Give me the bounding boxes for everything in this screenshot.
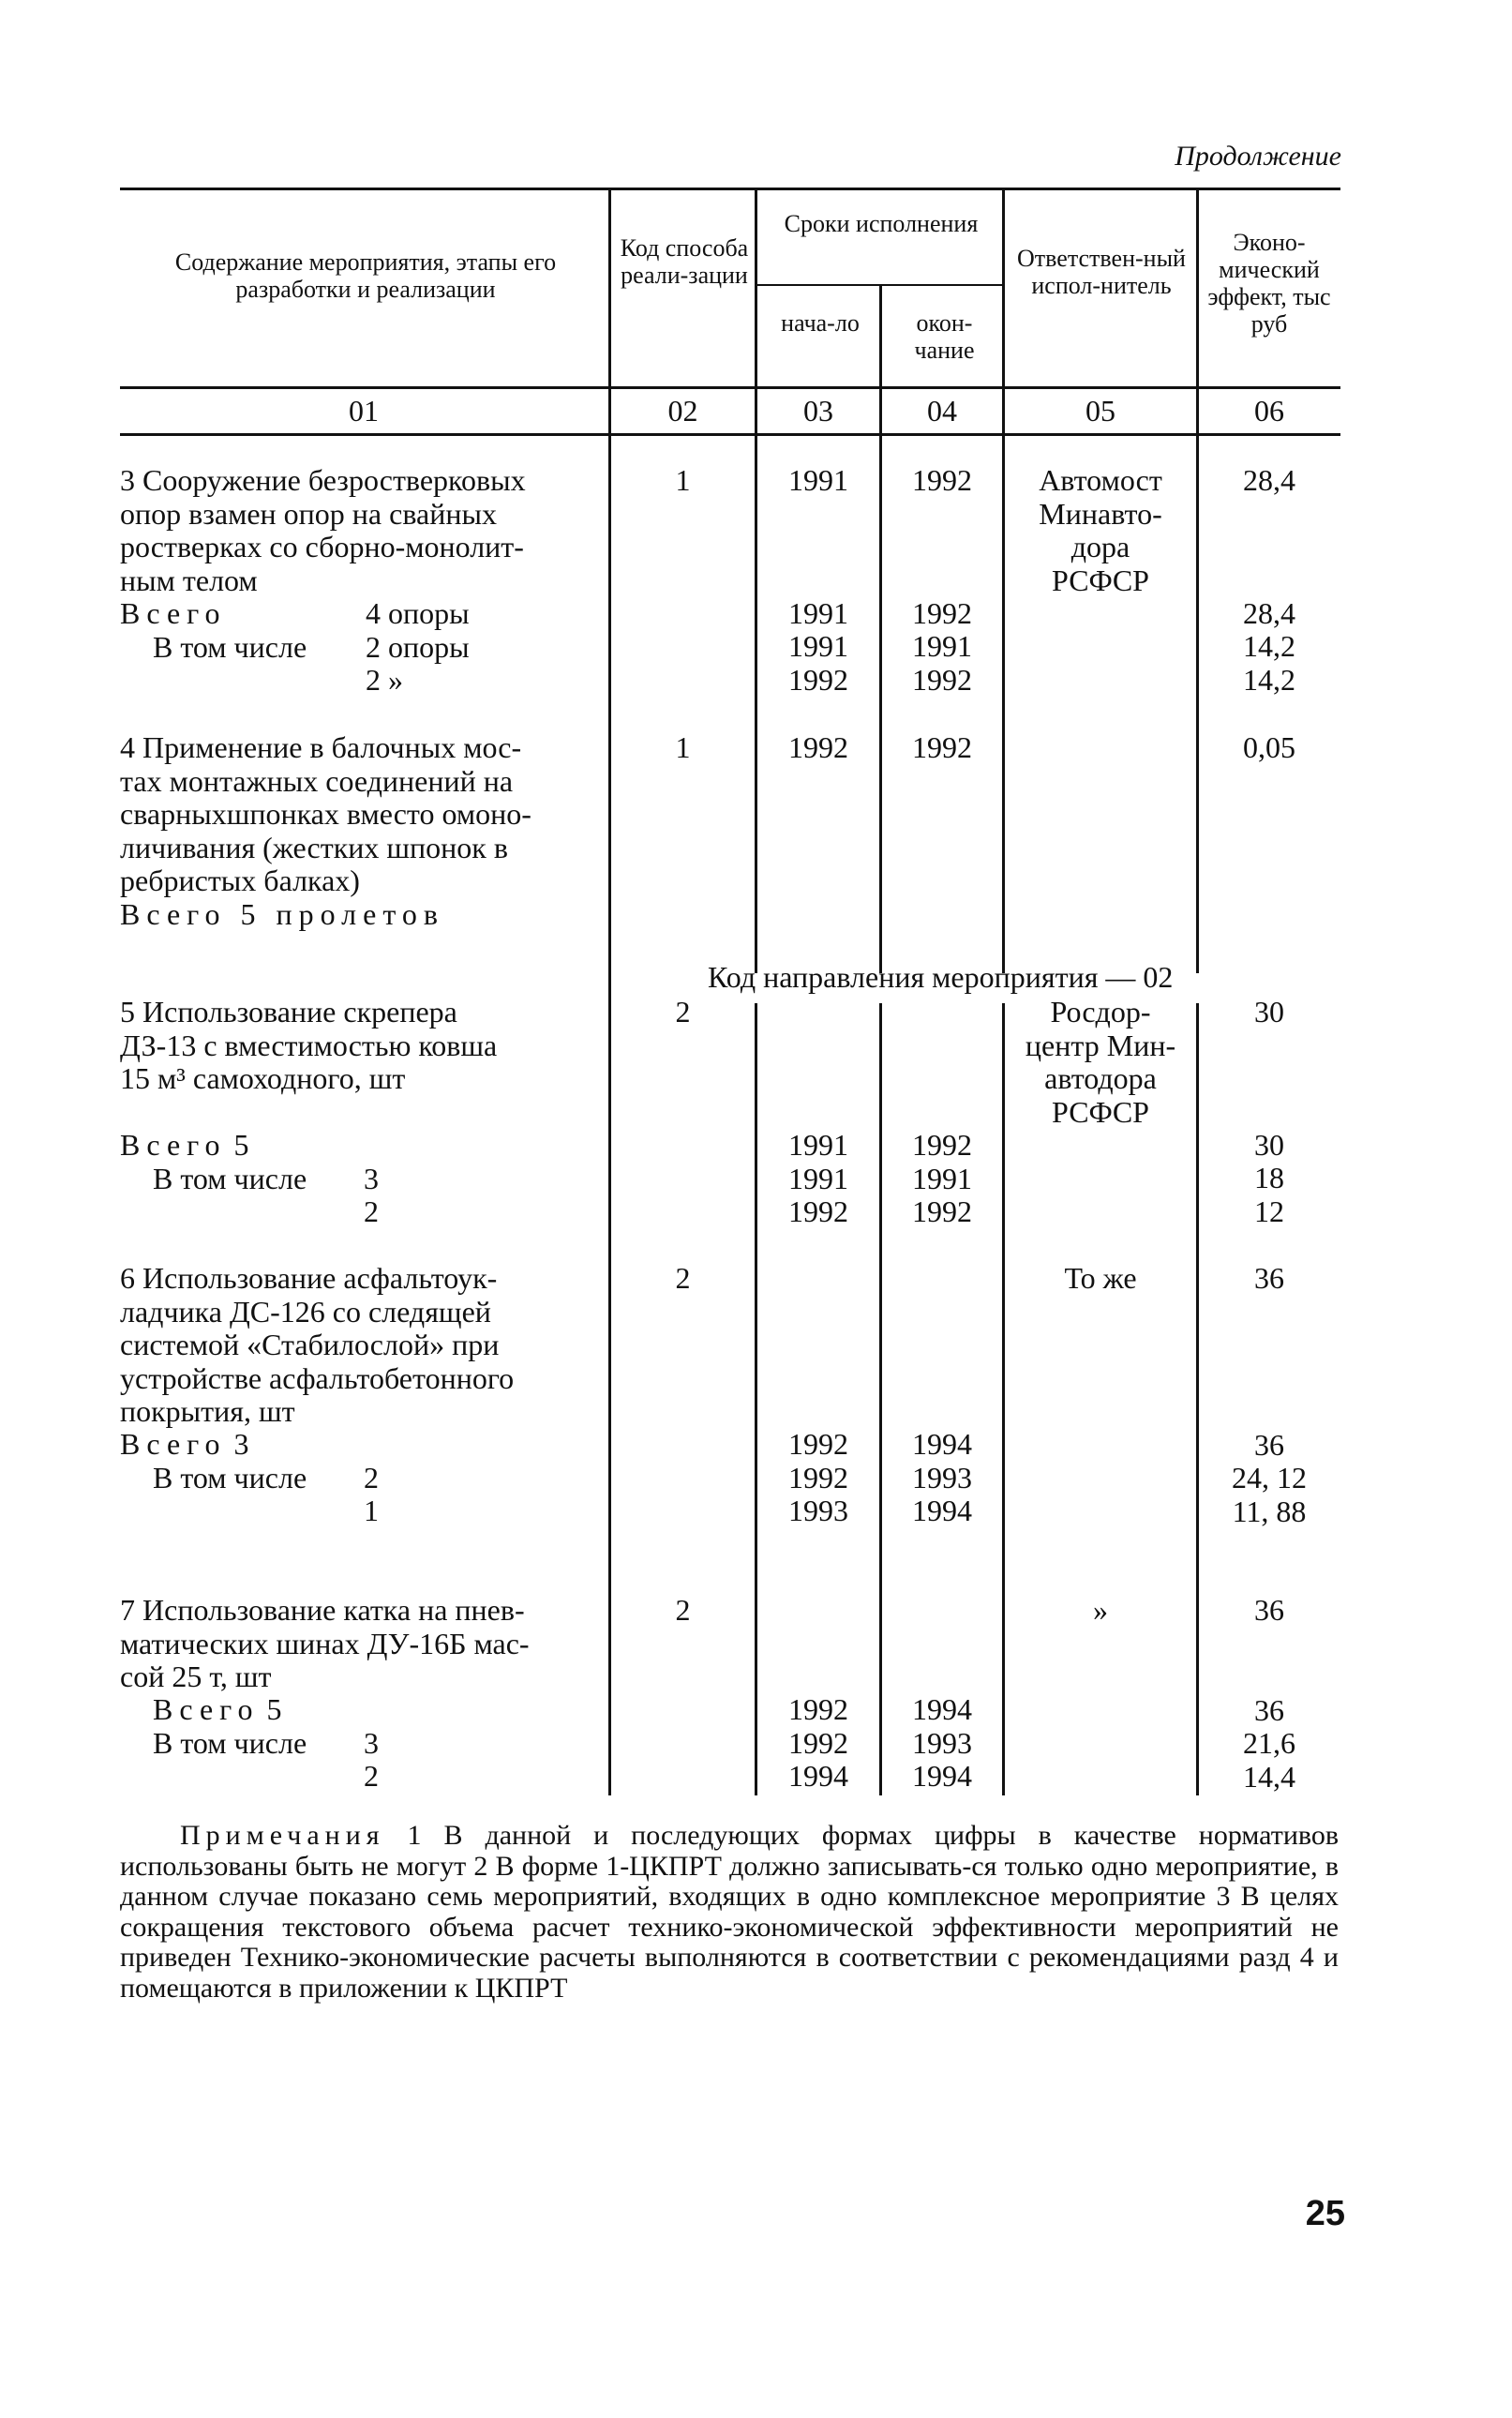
row4-code: 1 [675,730,691,764]
row5-code: 2 [675,995,691,1029]
row6-total-label: Всего 3 [120,1427,249,1461]
row4-end: 1992 [912,730,972,764]
row5-incl-qty: 3 [364,1162,379,1195]
row6-text: 6 Использование асфальтоук- ладчика ДС-126 со следящей системой «Стабилослой» при устройстве асфальтобетонного покрытия, шт [120,1261,515,1428]
row7-text: 7 Использование катка на пнев- матических шинах ДУ-16Б мас- сой 25 т, шт [120,1593,530,1693]
row4-text: 4 Применение в балочных мос- тах монтажных соединений на сварныхшпонках вместо омоно- личивания (жестких шпонок в ребристых балках) Всего 5 пролетов [120,730,531,931]
col-divider-1 [608,188,611,1795]
row7-incl-label: В том числе [153,1726,307,1760]
colnum-01: 01 [349,394,379,428]
row7-end: 1994 1993 1994 [912,1692,972,1793]
row5-responsible: Росдор- центр Мин- автодора РСФСР [1025,995,1176,1129]
row3-start: 1991 1991 1991 1992 [788,463,848,697]
colnum-04: 04 [927,394,957,428]
row4-effect: 0,05 [1243,730,1295,764]
row5-start: 1991 1991 1992 [788,1128,848,1228]
notes-title: Примечания [180,1820,385,1851]
row6-start: 1992 1992 1993 [788,1427,848,1527]
row5-total-label: Всего 5 [120,1128,249,1162]
row3-total-label: Всего [120,596,227,630]
colnum-06: 06 [1254,394,1284,428]
header-code: Код способа реали-зации [620,234,749,289]
row5-incl2-qty: 2 [364,1194,379,1228]
header-content: Содержание мероприятия, этапы его разработки и реализации [174,248,557,303]
header-end: окон-чание [914,309,975,364]
notes-paragraph [120,1821,1339,2004]
row3-total-qty: 4 опоры [366,596,470,630]
row3-incl-qty: 2 опоры [366,630,470,664]
row3-incl2-qty: 2 » [366,663,403,697]
row7-incl2-qty: 2 [364,1759,379,1793]
notes-text: 1 В данной и последующих формах цифры в качестве нормативов использованы быть не могут 2 В форме 1-ЦКПРТ должно записывать-ся только одно мероприятие, в данном случае показано семь мероприятий, входящих в одно комплексное мероприятие 3 В целях сокращения текстового объема расчет технико-экономической эффективности мероприятий не приведен Технико-экономические расчеты выполняются в соответствии с рекомендациями разд 4 и помещаются в приложении к ЦКПРТ [120,1820,1340,2004]
header-effect: Эконо-мический эффект, тыс руб [1207,229,1331,338]
header-responsible: Ответствен-ный испол-нитель [1017,245,1186,299]
row5-effect: 30 30 18 12 [1254,995,1284,1228]
col-divider-2b [755,1003,757,1795]
row3-code: 1 [675,463,691,497]
row3-effect: 28,4 28,4 14,2 14,2 [1243,463,1295,697]
header-terms: Сроки исполнения [784,210,979,237]
col-divider-3b [879,1003,882,1795]
row6-incl-label: В том числе [153,1461,307,1494]
row6-end: 1994 1993 1994 [912,1427,972,1527]
row7-start: 1992 1992 1994 [788,1692,848,1793]
table-top-rule [120,188,1340,190]
row4-start: 1992 [788,730,848,764]
row6-code: 2 [675,1261,691,1295]
colnum-02: 02 [667,394,698,428]
row3-end: 1992 1992 1991 1992 [912,463,972,697]
row3-incl-label: В том числе [153,630,307,664]
row7-effect: 36 36 21,6 14,4 [1243,1593,1295,1794]
page-number: 25 [1305,2194,1345,2233]
row5-end: 1992 1991 1992 [912,1128,972,1228]
row7-code: 2 [675,1593,691,1627]
row7-total-label: Всего 5 [153,1692,282,1726]
row6-incl-qty: 2 [364,1461,379,1494]
header-start: нача-ло [781,309,860,337]
row6-incl2-qty: 1 [364,1494,379,1527]
row6-effect: 36 36 24, 12 11, 88 [1232,1261,1307,1528]
continuation-label: Продолжение [1175,141,1341,172]
row3-text: 3 Сооружение безростверковых опор взамен опор на свайных ростверках со сборно-монолит- ным телом [120,463,526,597]
row5-incl-label: В том числе [153,1162,307,1195]
colnum-bottom-rule [120,433,1340,436]
row7-responsible: » [1093,1593,1108,1627]
colnum-03: 03 [803,394,833,428]
colnum-05: 05 [1085,394,1115,428]
row5-text: 5 Использование скрепера ДЗ-13 с вместимостью ковша 15 м³ самоходного, шт [120,995,498,1095]
row6-responsible: То же [1064,1261,1137,1295]
row7-incl-qty: 3 [364,1726,379,1760]
header-bottom-rule [120,386,1340,389]
direction-code-heading: Код направления мероприятия — 02 [708,960,1174,994]
row3-responsible: Автомост Минавто- дора РСФСР [1039,463,1162,597]
